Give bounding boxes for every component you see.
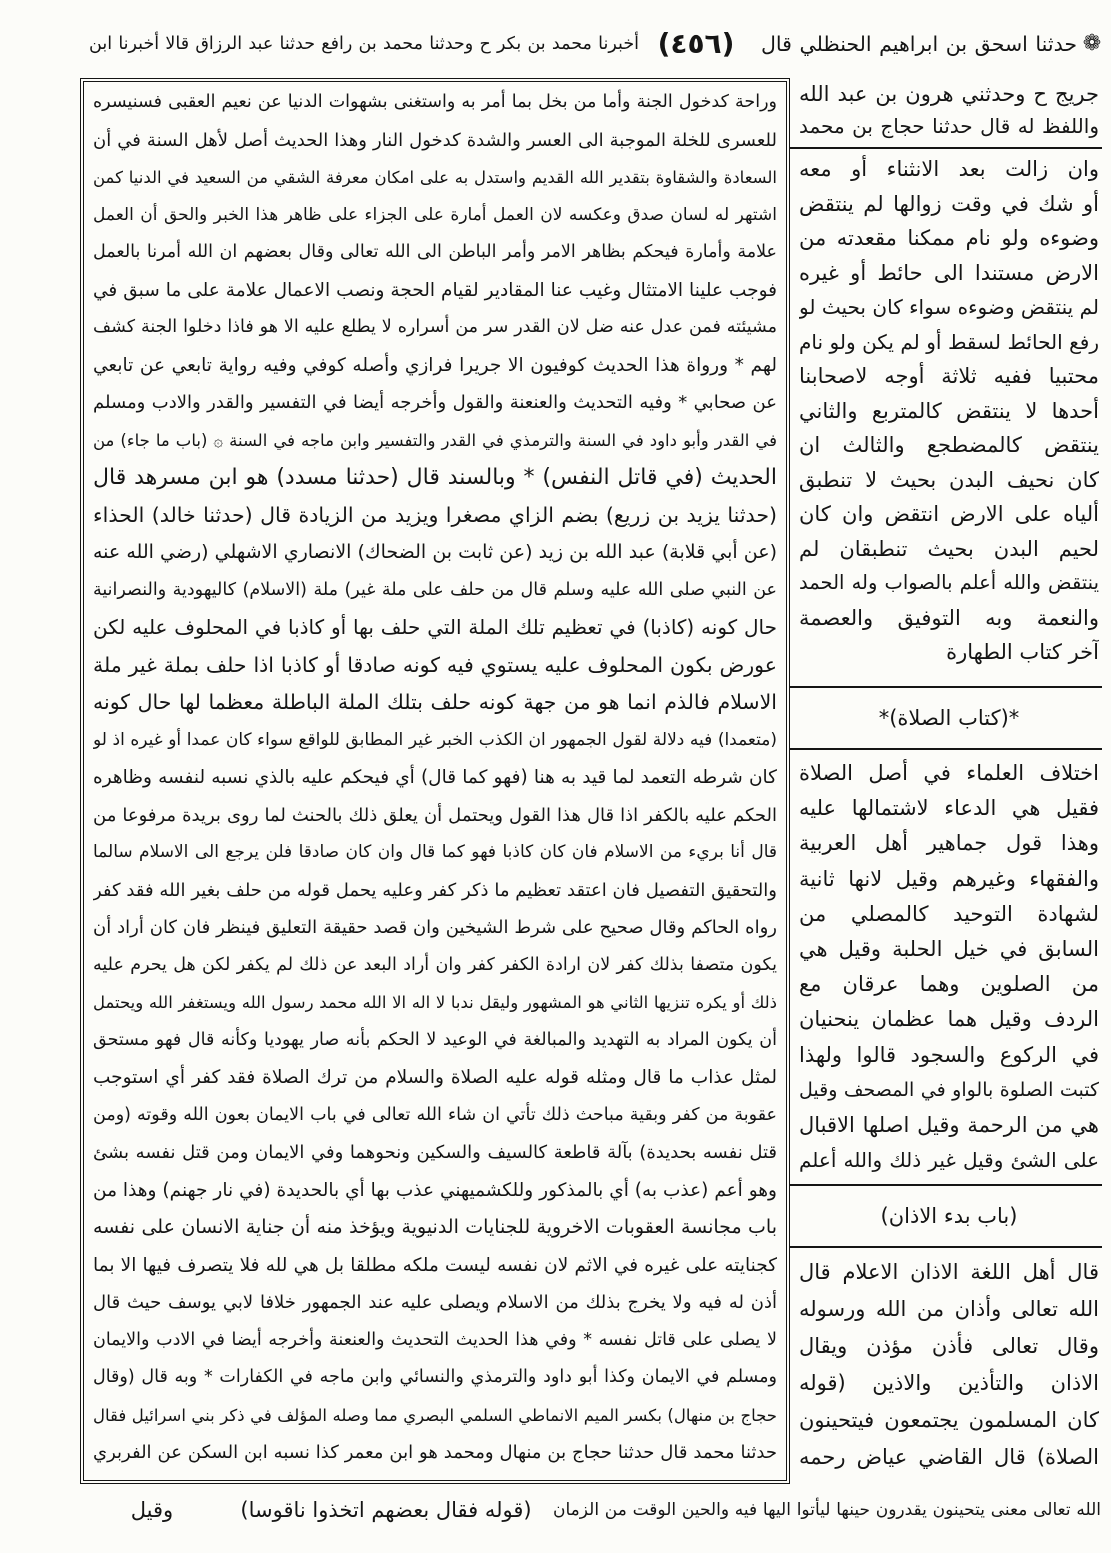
margin-text-line: محتبيا ففيه ثلاثة أوجه لاصحابنا [799,364,1099,388]
margin-text-line: السابق في خيل الحلبة وقيل هي [799,936,1099,961]
main-text-line: (حدثنا يزيد بن زريع) بضم الزاي مصغرا ويزيد من الزيادة قال (حدثنا خالد) الحذاء [93,502,777,527]
main-text-line: يكون متصفا بذلك كفر لان ارادة الكفر كفر وان أراد البعد عن ذلك لم يكفر لكن هل يحرم عليه [93,954,777,975]
margin-text-line: كان المسلمون يجتمعون فيتحينون [799,1408,1099,1432]
main-text-line: في القدر وأبو داود في السنة والترمذي في القدر والتفسير وابن ماجه في السنة ۞ (باب ما جاء) من [93,430,777,450]
margin-text-line: أحدها لا ينتقض كالمتربع والثاني [799,398,1099,423]
main-text-line: (متعمدا) فيه دلالة لقول الجمهور ان الكذب الخبر غير المطابق للواقع سواء كان عمدا أو غيره اذ لو [93,729,777,750]
main-text-line: لمثل عذاب ما قال ومثله قوله عليه الصلاة والسلام من ترك الصلاة فقد كفر أي استوجب [93,1067,777,1088]
margin-text-line: هي من الرحمة وقيل اصلها الاقبال [799,1112,1099,1137]
divider [790,147,1102,149]
divider [790,1184,1102,1186]
ornament-icon: ❁ [1082,31,1102,56]
main-text-line: (عن أبي قلابة) عبد الله بن زيد (عن ثابت بن الضحاك) الانصاري الاشهلي (رضي الله عنه [93,541,777,563]
margin-text-line: وان زالت بعد الانثناء أو معه [799,157,1099,181]
margin-text-line: وضوءه ولو نام ممكنا مقعدته من [799,226,1099,250]
margin-text-line: آخر كتاب الطهارة [946,640,1099,664]
main-text-line: فوجب علينا الامتثال وغيب عنا المقادير لقيام الحجة ونصب الاعمال علامة على ما سبق في [93,279,777,301]
main-text-line: للعسرى للخلة الموجبة الى العسر والشدة كدخول النار وهذا الحديث أصل لأهل السنة في أن [93,129,777,151]
main-text-line: باب مجانسة العقوبات الاخروية للجنايات الدنيوية ويؤخذ منه أن جناية الانسان على نفسه [93,1216,777,1238]
header-left-text: أخبرنا محمد بن بكر ح وحدثنا محمد بن رافع حدثنا عبد الرزاق قالا أخبرنا ابن [89,34,639,54]
main-text-line: لا يصلى على قاتل نفسه * وفي هذا الحديث التحديث والعنعنة وأخرجه أيضا في الادب والايمان [93,1329,777,1350]
main-text-line: قال أنا بريء من الاسلام فان كان كاذبا فهو كما قال وان كان صادقا فلن يرجع الى الاسلام سالما [93,842,777,862]
margin-text-line: ينتقض كالمضطجع والثالث ان [799,433,1099,457]
main-text-line: أن يكون المراد به التهديد والمبالغة في الوعيد لا الحكم بأنه صار يهوديا وكأنه قال فهو مستحق [93,1029,777,1050]
margin-text-line: في الركوع والسجود قالوا ولهذا [799,1042,1099,1067]
main-text-line: الحديث (في قاتل النفس) * وبالسند قال (حدثنا مسدد) هو ابن مسرهد قال [93,465,777,490]
main-text-line: علامة وأمارة فيحكم بظاهر الامر وأمر الباطن الى الله تعالى وقال بعضهم ان الله أمرنا بالعمل [93,242,777,262]
chapter-title: (باب بدء الاذان) [880,1204,1018,1228]
margin-text-line: ألياه على الارض انتقض وان كان [799,502,1099,526]
main-commentary-column [93,84,777,1472]
margin-text-line: كان نحيف البدن بحيث لا تنطبق [799,467,1099,492]
main-text-line: الحكم عليه بالكفر اذا قال هذا القول ويحتمل أن يعلق ذلك بالحنث لما روى بريدة مرفوعا من [93,804,777,826]
main-text-line: وراحة كدخول الجنة وأما من بخل بما أمر به واستغنى بشهوات الدنيا عن نعيم العقبى فسنيسره [93,92,777,112]
margin-text-line: كتبت الصلوة بالواو في المصحف وقيل [799,1078,1099,1101]
main-text-line: قتل نفسه بحديدة) بآلة قاطعة كالسيف والسكين ونحوهما وفي الايمان ومن قتل نفسه بشئ [93,1142,777,1163]
main-text-line: عن النبي صلى الله عليه وسلم قال من حلف على ملة غير) ملة (الاسلام) كاليهودية والنصرانية [93,579,777,600]
margin-text-line: لم ينتقض وضوءه سواء كان بحيث لو [799,295,1099,319]
main-text-line: عورض بكون المحلوف عليه يستوي فيه كونه صادقا أو كاذبا اذا حلف بملة غير ملة [93,652,777,677]
matn-continuation [799,78,1099,142]
main-text-line: الاسلام فالذم انما هو من جهة كونه حلف بتلك الملة الباطلة معظما لها حال كونه [93,690,777,714]
margin-text-line: اختلاف العلماء في أصل الصلاة [799,761,1099,785]
main-text-line: اشتهر له لسان صدق وعكسه لان العمل أمارة على الجزاء على ظاهر هذا الخبر والحق أن العمل [93,204,777,225]
margin-section-adhan [799,1254,1099,1476]
margin-text-line: لشهادة التوحيد كالمصلي من [799,901,1099,926]
margin-text-line: والنعمة وبه التوفيق والعصمة [799,605,1099,630]
main-text-line: حدثنا محمد قال حدثنا حجاج بن منهال ومحمد هو ابن معمر كذا نسبه ابن السكن عن الفربري [93,1442,777,1463]
header-right-text: حدثنا اسحق بن ابراهيم الحنظلي قال [761,32,1077,56]
main-text-line: السعادة والشقاوة بتقدير الله القديم واستدل به على امكان معرفة الشقي من السعيد في الدنيا كمن [93,168,777,187]
margin-text-line: لحيم البدن بحيث تنطبقان لم [799,536,1099,561]
margin-section-taharah [799,152,1099,670]
margin-text-line: فقيل هي الدعاء لاشتمالها عليه [799,796,1099,821]
matn-line: جريج ح وحدثني هرون بن عبد الله [799,82,1099,106]
main-text-line: رواه الحاكم وقال صحيح على شرط الشيخين وان قصد حقيقة التعليق فينظر فان كان أراد أن [93,917,777,938]
margin-text-line: الردف وقيل هما عظمان ينحنيان [799,1007,1099,1032]
divider [790,748,1102,750]
margin-text-line: ينتقض والله أعلم بالصواب وله الحمد [799,571,1099,594]
margin-text-line: قال أهل اللغة الاذان الاعلام قال [799,1260,1099,1284]
margin-section-salah [799,756,1099,1178]
main-text-line: حال كونه (كاذبا) في تعظيم تلك الملة التي حلف بها أو كاذبا في المحلوف عليه لكن [93,615,777,639]
margin-text-line: الله تعالى وأذان من الله ورسوله [799,1297,1099,1321]
margin-text-line: والفقهاء وغيرهم وقيل لانها ثانية [799,866,1099,891]
main-text-line: مشيئته فمن عدل عنه ضل لان القدر سر من أسراره لا يطلع عليه الا هو فاذا دخلوا الجنة كشف [93,317,777,337]
divider [790,1246,1102,1248]
main-text-line: والتحقيق التفصيل فان اعتقد تعظيم ما ذكر كفر وعليه يحمل قوله من حلف بغير الله فقد كفر [93,879,777,901]
main-text-line: حجاج بن منهال) بكسر الميم الانماطي السلمي البصري مما وصله المؤلف في ذكر بني اسرائيل فقال [93,1405,777,1425]
main-text-line: عن صحابي * وفيه التحديث والعنعنة والقول وأخرجه أيضا في التفسير والقدر والادب ومسلم [93,392,777,413]
main-text-line: كجنايته على غيره في الاثم لان نفسه ليست ملكه مطلقا بل هي لله فلا يتصرف فيها الا بما [93,1254,777,1276]
margin-text-line: رفع الحائط لسقط أو لم يكن ولو نام [799,329,1099,354]
main-text-line: وهو أعم (عذب به) أي بالمذكور وللكشميهني عذب بها أي بالحديدة (في نار جهنم) وهذا من [93,1179,777,1201]
main-text-line: لهم * ورواة هذا الحديث كوفيون الا جريرا فرازي وأصله كوفي وفيه رواية تابعي عن تابعي [93,354,777,376]
main-text-line: ذلك أو يكره تنزيها الثاني هو المشهور وليقل ندبا لا اله الا الله محمد رسول الله ويستغفر الله ويحتمل [93,993,777,1012]
margin-text-line: أو شك في وقت زوالها لم ينتقض [799,191,1099,216]
margin-text-line: الاذان والتأذين والاذين (قوله [799,1371,1099,1395]
margin-text-line: وقال تعالى فأذن مؤذن ويقال [799,1334,1099,1358]
margin-text-line: الارض مستندا الى حائط أو غيره [799,260,1099,285]
book-title: *(كتاب الصلاة)* [878,706,1020,730]
margin-text-line: على الشئ وقيل غير ذلك والله أعلم [799,1148,1099,1173]
main-text-line: أذن له فيه ولا يخرج بذلك من الاسلام ويصلى عليه عند الجمهور خلافا لابي يوسف حيث قال [93,1292,777,1313]
footer-quote: (قوله فقال بعضهم اتخذوا ناقوسا) [240,1498,532,1522]
footer-text: الله تعالى معنى يتحينون يقدرون حينها ليأتوا اليها فيه والحين الوقت من الزمان [553,1500,1101,1520]
main-text-line: ومسلم في الايمان وكذا أبو داود والترمذي والنسائي وابن ماجه في الكفارات * وبه قال (وقال [93,1367,777,1387]
margin-text-line: من الصلوين وهما عرقان مع [799,972,1099,997]
catchword: وقيل [130,1498,174,1522]
divider [790,686,1102,688]
main-text-line: كان شرطه التعمد لما قيد به هنا (فهو كما قال) أي فيحكم عليه بالذي نسبه لنفسه وظاهره [93,767,777,788]
page-number: (٤٥٦) [657,27,735,60]
margin-text-line: الصلاة) قال القاضي عياض رحمه [799,1445,1099,1469]
margin-text-line: وهذا قول جماهير أهل العربية [799,831,1099,856]
matn-line: واللفظ له قال حدثنا حجاج بن محمد [799,114,1099,138]
main-text-line: عقوبة من كفر وبقية مباحث ذلك تأتي ان شاء الله تعالى في باب الايمان بعون الله وقوته (ومن [93,1104,777,1125]
